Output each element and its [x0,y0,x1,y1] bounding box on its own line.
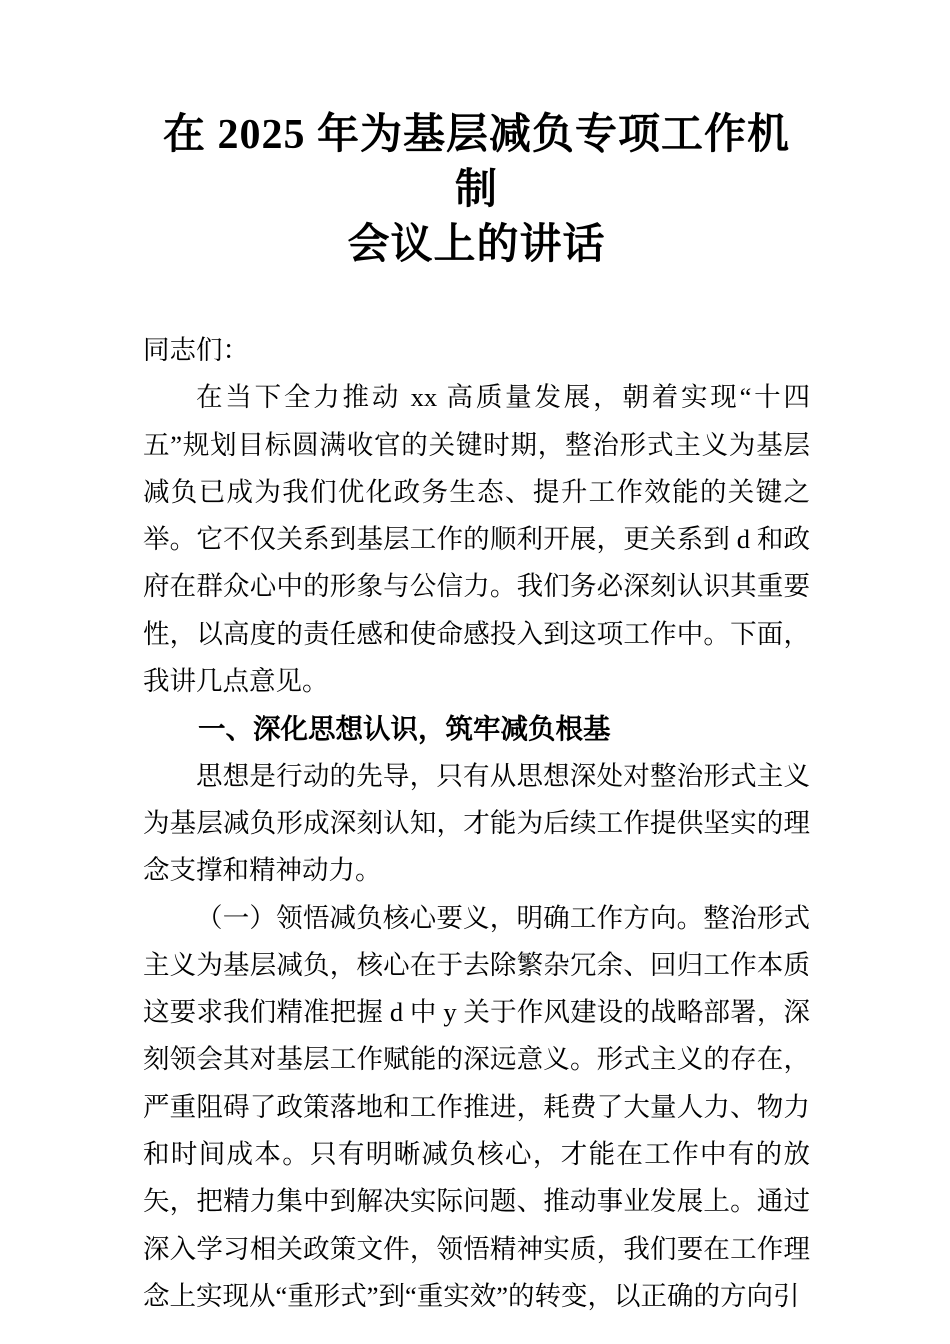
paragraph-subsection-1 [143,895,810,1321]
title-line-1: 在 2025 年为基层减负专项工作机制 [162,112,790,213]
subsection-1-text: 整治形式主义为基层减负，核心在于去除繁杂冗余、回归工作本质这要求我们精准把握 d 中 y 关于作风建设的战略部署，深刻领会其对基层工作赋能的深远意义。形式主义的存在，严重阻碍了政策落地和工作推进，耗费了大量人力、物力和时间成本。只有明晰减负核心，才能在工作中有的放矢，把精力集中到解决实际问题、推动事业发展上。通过深入学习相关政策文件，领悟精神实质，我们要在工作理念上实现从“重形式”到“重实效”的转变，以正确的方向引 [143,902,811,1311]
salutation: 同志们： [143,335,249,365]
document-body [143,327,810,1320]
paragraph-section-1-intro: 思想是行动的先导，只有从思想深处对整治形式主义为基层减负形成深刻认知，才能为后续工作提供坚实的理念支撑和精神动力。 [143,760,810,886]
subsection-1-lead: （一）领悟减负核心要义，明确工作方向。 [196,902,704,933]
paragraph-intro: 在当下全力推动 xx 高质量发展，朝着实现“十四五”规划目标圆满收官的关键时期，整治形式主义为基层减负已成为我们优化政务生态、提升工作效能的关键之举。它不仅关系到基层工作的顺利开展，更关系到 d 和政府在群众心中的形象与公信力。我们务必深刻认识其重要性，以高度的责任感和使命感投入到这项工作中。下面，我讲几点意见。 [143,382,810,697]
title-line-2: 会议上的讲话 [347,222,606,268]
section-heading-1: 一、深化思想认识，筑牢减负根基 [198,713,611,745]
document-title [143,108,810,273]
